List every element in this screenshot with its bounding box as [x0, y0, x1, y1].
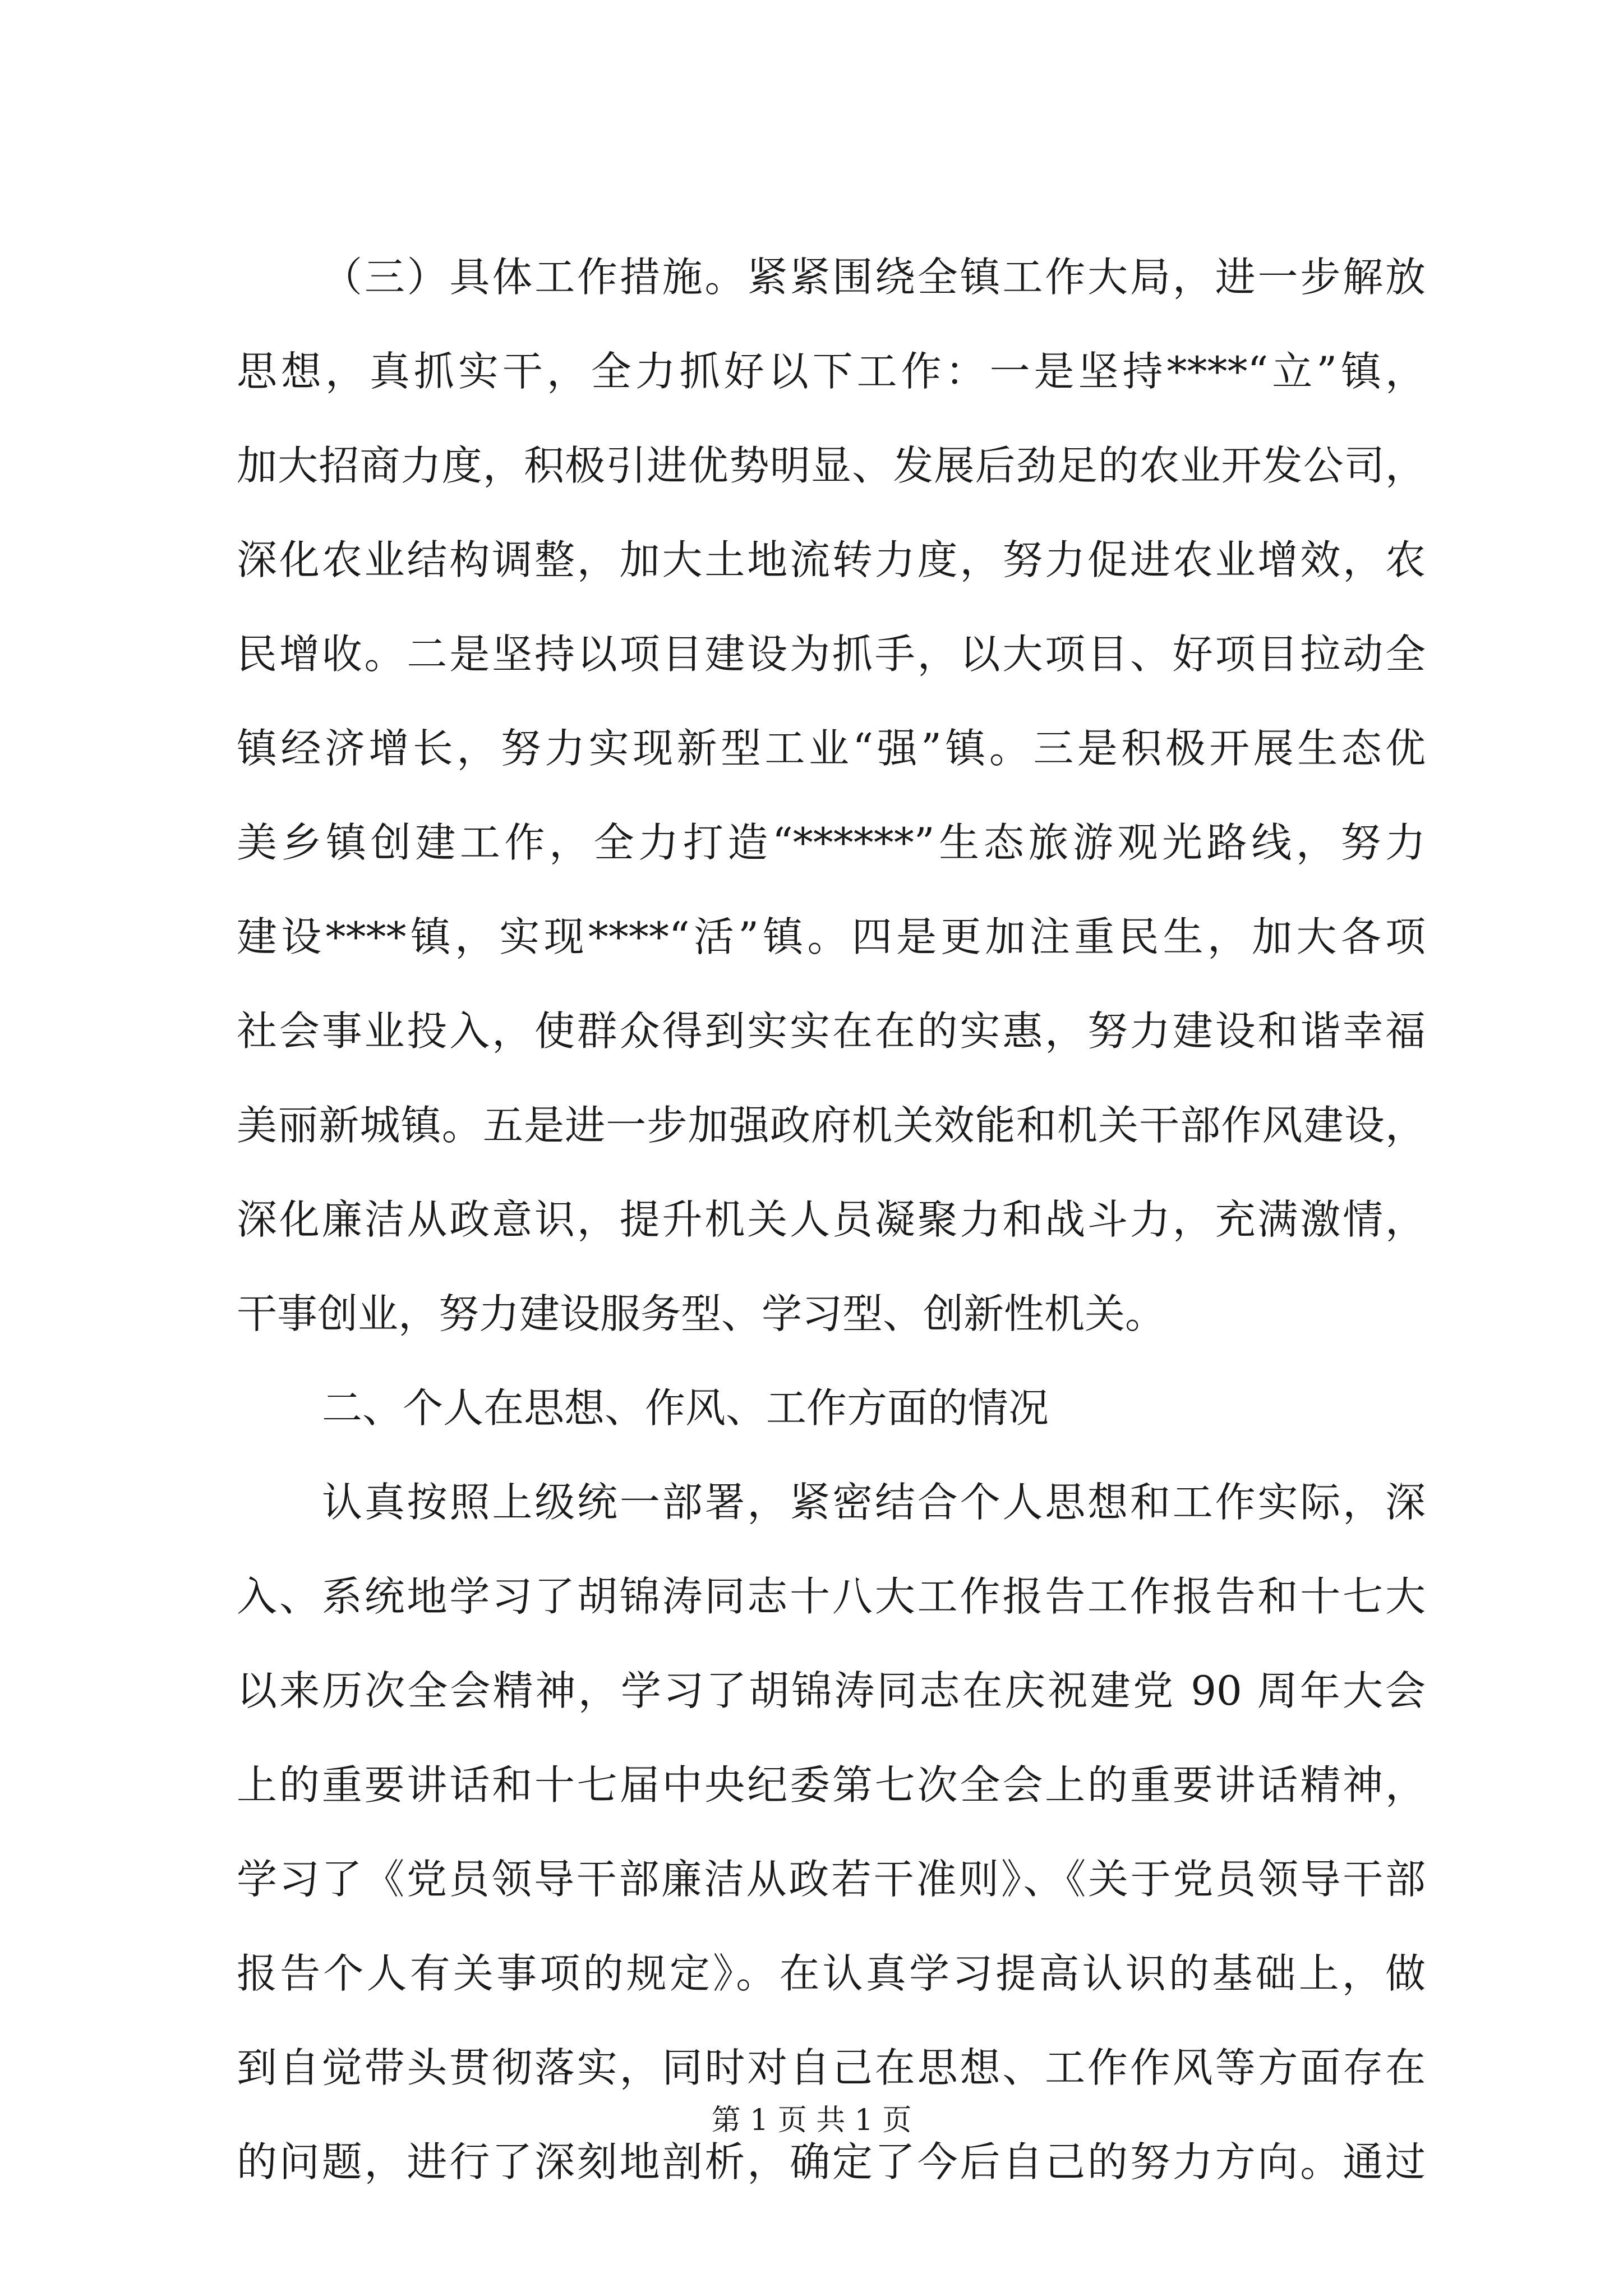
section-heading: 二、个人在思想、作风、工作方面的情况 — [322, 1384, 1049, 1432]
text-line: 思想，真抓实干，全力抓好以下工作：一是坚持****“立”镇， — [237, 348, 1426, 395]
page-footer: 第 1 页 共 1 页 — [711, 2104, 912, 2137]
paragraph-study-summary — [237, 1455, 1426, 2209]
text-line: 美乡镇创建工作，全力打造“******”生态旅游观光路线，努力 — [237, 819, 1426, 866]
text-line: 镇经济增长，努力实现新型工业“强”镇。三是积极开展生态优 — [237, 725, 1426, 772]
text-line: 上的重要讲话和十七届中央纪委第七次全会上的重要讲话精神， — [237, 1761, 1426, 1809]
text-line: 建设****镇，实现****“活”镇。四是更加注重民生，加大各项 — [237, 913, 1426, 960]
text-line: 加大招商力度，积极引进优势明显、发展后劲足的农业开发公司， — [237, 442, 1426, 489]
text-line: 民增收。二是坚持以项目建设为抓手，以大项目、好项目拉动全 — [237, 631, 1426, 678]
text-line: 干事创业，努力建设服务型、学习型、创新性机关。 — [237, 1290, 1166, 1337]
text-line: 的问题，进行了深刻地剖析，确定了今后自己的努力方向。通过 — [237, 2138, 1426, 2185]
text-line: 深化廉洁从政意识，提升机关人员凝聚力和战斗力，充满激情， — [237, 1196, 1426, 1243]
text-line: 到自觉带头贯彻落实，同时对自己在思想、工作作风等方面存在 — [237, 2044, 1426, 2091]
text-line: 美丽新城镇。五是进一步加强政府机关效能和机关干部作风建设， — [237, 1102, 1426, 1149]
text-line: 深化农业结构调整，加大土地流转力度，努力促进农业增效，农 — [237, 536, 1426, 583]
text-line: 以来历次全会精神，学习了胡锦涛同志在庆祝建党 90 周年大会 — [237, 1667, 1426, 1714]
text-line: 入、系统地学习了胡锦涛同志十八大工作报告工作报告和十七大 — [237, 1573, 1426, 1620]
text-line: （三）具体工作措施。紧紧围绕全镇工作大局，进一步解放 — [322, 254, 1426, 301]
text-line: 报告个人有关事项的规定》。在认真学习提高认识的基础上，做 — [237, 1950, 1426, 1997]
paragraph-work-measures — [237, 230, 1426, 1361]
text-line: 认真按照上级统一部署，紧密结合个人思想和工作实际，深 — [322, 1479, 1426, 1526]
document-body — [237, 230, 1426, 2209]
text-line: 学习了《党员领导干部廉洁从政若干准则》、《关于党员领导干部 — [237, 1856, 1426, 1903]
text-line: 社会事业投入，使群众得到实实在在的实惠，努力建设和谐幸福 — [237, 1007, 1426, 1055]
